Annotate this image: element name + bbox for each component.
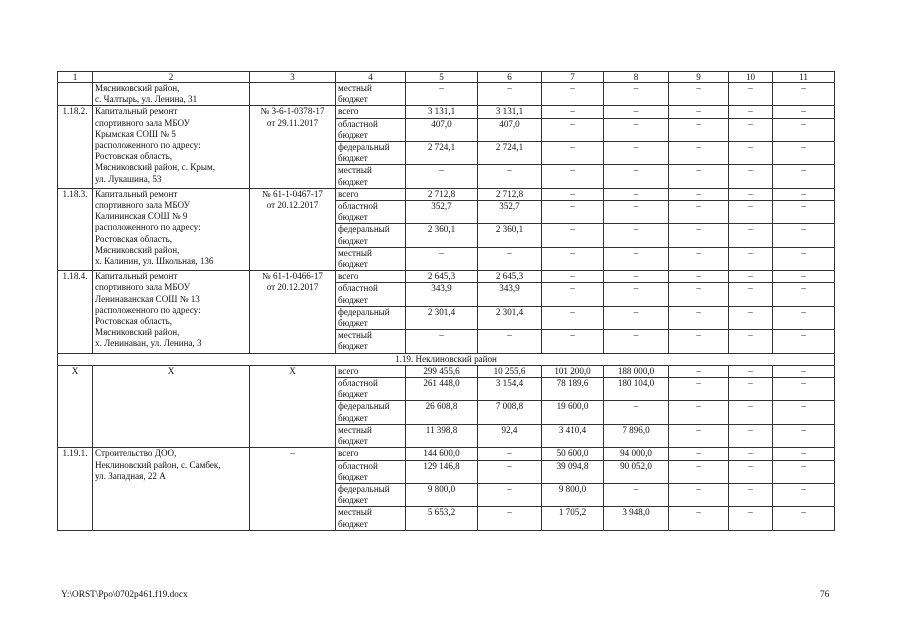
cell-line: ул. Лукашина, 53 [95, 173, 162, 184]
value-cell: – [542, 283, 604, 306]
cell-line: бюджет [338, 153, 368, 164]
cell-line: областной [338, 460, 378, 471]
value-cell: – [773, 365, 835, 377]
budget-type-cell [336, 448, 406, 460]
value-cell: – [604, 483, 669, 506]
value-cell: – [669, 83, 729, 106]
table-row [58, 448, 835, 460]
cell-line: спортивного зала МБОУ [95, 117, 191, 128]
cell-line: местный [338, 330, 372, 341]
value-cell: – [669, 118, 729, 141]
value-cell: 7 896,0 [604, 424, 669, 447]
column-number-row [58, 72, 835, 83]
cell-line: всего [338, 448, 359, 459]
object-cell [93, 448, 250, 530]
value-cell: 2 301,4 [406, 306, 478, 329]
value-cell: – [773, 247, 835, 270]
budget-type-cell [336, 306, 406, 329]
table-row [58, 365, 835, 377]
cell-line: местный [338, 247, 372, 258]
value-cell: – [669, 106, 729, 118]
cell-line: Ростовская область, [95, 151, 173, 162]
object-cell [93, 188, 250, 270]
value-cell: – [604, 188, 669, 200]
cell-line: Капитальный ремонт [95, 188, 178, 199]
value-cell: – [406, 83, 478, 106]
value-cell: – [669, 247, 729, 270]
value-cell: – [729, 483, 773, 506]
value-cell: – [729, 142, 773, 165]
value-cell: – [729, 448, 773, 460]
budget-table [57, 71, 835, 531]
value-cell: – [669, 306, 729, 329]
value-cell: 407,0 [478, 118, 542, 141]
cell-line: бюджет [338, 518, 368, 529]
value-cell: – [669, 460, 729, 483]
value-cell: 2 712,8 [478, 188, 542, 200]
value-cell: 343,9 [406, 283, 478, 306]
cell-line: Крымская СОШ № 5 [95, 128, 176, 139]
cell-line: всего [338, 365, 359, 376]
cell-line: Мясниковский район, [95, 327, 180, 338]
value-cell: 3 131,1 [406, 106, 478, 118]
value-cell: – [604, 118, 669, 141]
number-cell [58, 83, 93, 106]
value-cell: – [773, 401, 835, 424]
value-cell: – [604, 106, 669, 118]
object-cell [93, 271, 250, 353]
value-cell: – [542, 142, 604, 165]
cell-line: всего [338, 188, 359, 199]
item-number-cell: 1.18.2. [58, 106, 93, 188]
budget-type-cell [336, 401, 406, 424]
value-cell: – [669, 448, 729, 460]
value-cell: – [542, 83, 604, 106]
cell-line: бюджет [338, 212, 368, 223]
value-cell: – [478, 247, 542, 270]
budget-type-cell [336, 142, 406, 165]
value-cell: – [729, 378, 773, 401]
cell-line: № 3-6-1-0378-17 [260, 106, 325, 117]
cell-line: бюджет [338, 176, 368, 187]
budget-type-cell [336, 83, 406, 106]
value-cell: – [542, 306, 604, 329]
value-cell: – [773, 165, 835, 188]
budget-type-cell [336, 201, 406, 224]
table-row [58, 106, 835, 118]
value-cell: – [478, 330, 542, 353]
value-cell: 94 000,0 [604, 448, 669, 460]
value-cell: – [773, 306, 835, 329]
value-cell: – [729, 188, 773, 200]
value-cell: – [773, 201, 835, 224]
col-header: 4 [336, 72, 406, 83]
value-cell: – [669, 224, 729, 247]
footer-file-path: Y:\ORST\Ppo\0702p461.f19.docx [61, 590, 188, 600]
value-cell: – [542, 271, 604, 283]
budget-type-cell [336, 118, 406, 141]
item-number-cell: 1.18.3. [58, 188, 93, 270]
value-cell: – [542, 118, 604, 141]
cell-line: областной [338, 378, 378, 389]
value-cell: 2 645,3 [406, 271, 478, 283]
value-cell: – [669, 507, 729, 530]
cell-line: Капитальный ремонт [95, 271, 178, 282]
value-cell: – [729, 424, 773, 447]
section-row [58, 353, 835, 365]
cell-line: федеральный [338, 306, 390, 317]
value-cell: 180 104,0 [604, 378, 669, 401]
value-cell: – [729, 106, 773, 118]
value-cell: – [669, 378, 729, 401]
object-cell [93, 365, 250, 447]
cell-line: от 20.12.2017 [266, 282, 319, 293]
value-cell: 407,0 [406, 118, 478, 141]
value-cell: – [729, 283, 773, 306]
value-cell: 9 800,0 [406, 483, 478, 506]
budget-type-cell [336, 330, 406, 353]
value-cell: 39 094,8 [542, 460, 604, 483]
value-cell: – [604, 165, 669, 188]
value-cell: 92,4 [478, 424, 542, 447]
value-cell: – [669, 201, 729, 224]
value-cell: – [542, 106, 604, 118]
cell-line: Капитальный ремонт [95, 106, 178, 117]
value-cell: 2 724,1 [478, 142, 542, 165]
value-cell: – [773, 330, 835, 353]
cell-line: Калининская СОШ № 9 [95, 211, 188, 222]
value-cell: 7 008,8 [478, 401, 542, 424]
value-cell: – [773, 507, 835, 530]
value-cell: – [729, 201, 773, 224]
budget-type-cell [336, 283, 406, 306]
value-cell: – [729, 330, 773, 353]
footer-page-number: 76 [820, 590, 830, 600]
value-cell: – [729, 306, 773, 329]
value-cell: – [669, 283, 729, 306]
value-cell: – [669, 330, 729, 353]
value-cell: – [604, 401, 669, 424]
cell-line: от 29.11.2017 [266, 117, 319, 128]
cell-line: бюджет [338, 235, 368, 246]
cell-line: бюджет [338, 318, 368, 329]
col-header: 6 [478, 72, 542, 83]
cell-line: бюджет [338, 495, 368, 506]
col-header: 10 [729, 72, 773, 83]
value-cell: 2 360,1 [478, 224, 542, 247]
value-cell: – [478, 448, 542, 460]
cell-line: – [290, 448, 295, 459]
cell-line: спортивного зала МБОУ [95, 200, 191, 211]
value-cell: 129 146,8 [406, 460, 478, 483]
document-cell [250, 83, 336, 106]
cell-line: бюджет [338, 389, 368, 400]
cell-line: Мясниковский район, [95, 244, 180, 255]
cell-line: Мясниковский район, с. Крым, [95, 162, 215, 173]
value-cell: – [669, 424, 729, 447]
value-cell: – [604, 330, 669, 353]
value-cell: – [773, 271, 835, 283]
cell-line: всего [338, 271, 359, 282]
value-cell: – [773, 188, 835, 200]
value-cell: – [729, 247, 773, 270]
cell-line: Ростовская область, [95, 316, 173, 327]
document-cell [250, 106, 336, 188]
value-cell: – [729, 118, 773, 141]
col-header: 3 [250, 72, 336, 83]
value-cell: – [542, 188, 604, 200]
value-cell: – [406, 330, 478, 353]
value-cell: – [604, 201, 669, 224]
budget-type-cell [336, 365, 406, 377]
cell-line: бюджет [338, 259, 368, 270]
col-header: 11 [773, 72, 835, 83]
cell-line: расположенного по адресу: [95, 304, 201, 315]
value-cell: – [773, 424, 835, 447]
table-row [58, 83, 835, 106]
cell-line: Х [289, 365, 296, 376]
budget-type-cell [336, 483, 406, 506]
value-cell: 188 000,0 [604, 365, 669, 377]
item-number-cell: 1.18.4. [58, 271, 93, 353]
value-cell: – [729, 401, 773, 424]
document-cell [250, 271, 336, 353]
value-cell: – [542, 201, 604, 224]
value-cell: – [729, 460, 773, 483]
value-cell: 2 645,3 [478, 271, 542, 283]
cell-line: Строительство ДОО, [95, 448, 177, 459]
cell-line: местный [338, 424, 372, 435]
value-cell: – [669, 401, 729, 424]
value-cell: 26 608,8 [406, 401, 478, 424]
budget-type-cell [336, 165, 406, 188]
value-cell: – [542, 224, 604, 247]
value-cell: – [773, 448, 835, 460]
value-cell: – [729, 507, 773, 530]
cell-line: бюджет [338, 129, 368, 140]
value-cell: – [669, 483, 729, 506]
value-cell: – [773, 118, 835, 141]
value-cell: – [604, 283, 669, 306]
cell-line: областной [338, 283, 378, 294]
col-header: 2 [93, 72, 250, 83]
cell-line: ул. Западная, 22 А [95, 470, 166, 481]
cell-line: Мясниковский район, [95, 83, 180, 93]
cell-line: федеральный [338, 224, 390, 235]
value-cell: 50 600,0 [542, 448, 604, 460]
value-cell: – [773, 483, 835, 506]
cell-line: Неклиновский район, с. Самбек, [95, 459, 221, 470]
document-cell [250, 188, 336, 270]
value-cell: – [478, 83, 542, 106]
value-cell: – [729, 365, 773, 377]
value-cell: – [542, 165, 604, 188]
value-cell: – [729, 165, 773, 188]
value-cell: – [773, 106, 835, 118]
budget-type-cell [336, 247, 406, 270]
value-cell: – [773, 224, 835, 247]
cell-line: № 61-1-0466-17 [262, 271, 323, 282]
col-header: 5 [406, 72, 478, 83]
value-cell: – [669, 365, 729, 377]
cell-line: бюджет [338, 436, 368, 447]
col-header: 1 [58, 72, 93, 83]
cell-line: бюджет [338, 341, 368, 352]
value-cell: 3 948,0 [604, 507, 669, 530]
cell-line: расположенного по адресу: [95, 140, 201, 151]
value-cell: 2 724,1 [406, 142, 478, 165]
value-cell: – [478, 460, 542, 483]
value-cell: 2 301,4 [478, 306, 542, 329]
budget-type-cell [336, 378, 406, 401]
value-cell: – [406, 247, 478, 270]
value-cell: – [773, 460, 835, 483]
value-cell: – [604, 83, 669, 106]
value-cell: – [604, 271, 669, 283]
value-cell: – [406, 165, 478, 188]
cell-line: местный [338, 83, 372, 93]
budget-type-cell [336, 224, 406, 247]
col-header: 8 [604, 72, 669, 83]
value-cell: – [773, 142, 835, 165]
value-cell: – [542, 247, 604, 270]
cell-line: № 61-1-0467-17 [262, 188, 323, 199]
cell-line: спортивного зала МБОУ [95, 282, 191, 293]
value-cell: – [542, 330, 604, 353]
value-cell: – [773, 83, 835, 106]
cell-line: бюджет [338, 294, 368, 305]
cell-line: областной [338, 118, 378, 129]
col-header: 7 [542, 72, 604, 83]
cell-line: х. Ленинаван, ул. Ленина, 3 [95, 338, 202, 349]
value-cell: – [669, 188, 729, 200]
item-number-cell: Х [58, 365, 93, 447]
cell-line: Ленинаванская СОШ № 13 [95, 293, 200, 304]
value-cell: 3 410,4 [542, 424, 604, 447]
document-cell [250, 448, 336, 530]
value-cell: 2 360,1 [406, 224, 478, 247]
value-cell: – [773, 378, 835, 401]
budget-type-cell [336, 460, 406, 483]
value-cell: – [773, 283, 835, 306]
value-cell: – [669, 165, 729, 188]
value-cell: 90 052,0 [604, 460, 669, 483]
object-cell [93, 83, 250, 106]
cell-line: бюджет [338, 94, 368, 105]
budget-type-cell [336, 188, 406, 200]
table-row [58, 188, 835, 200]
cell-line: от 20.12.2017 [266, 200, 319, 211]
cell-line: Х [167, 365, 175, 376]
value-cell: 3 154,4 [478, 378, 542, 401]
value-cell: 2 712,8 [406, 188, 478, 200]
value-cell: – [478, 165, 542, 188]
value-cell: 144 600,0 [406, 448, 478, 460]
budget-type-cell [336, 507, 406, 530]
budget-type-cell [336, 424, 406, 447]
cell-line: бюджет [338, 412, 368, 423]
value-cell: 78 189,6 [542, 378, 604, 401]
table-body [58, 72, 835, 531]
value-cell: – [604, 224, 669, 247]
value-cell: 261 448,0 [406, 378, 478, 401]
value-cell: 19 600,0 [542, 401, 604, 424]
cell-line: всего [338, 106, 359, 117]
col-header: 9 [669, 72, 729, 83]
cell-line: Ростовская область, [95, 233, 173, 244]
value-cell: – [729, 83, 773, 106]
item-number-cell: 1.19.1. [58, 448, 93, 530]
value-cell: 101 200,0 [542, 365, 604, 377]
document-cell [250, 365, 336, 447]
cell-line: федеральный [338, 142, 390, 153]
cell-line: х. Калинин, ул. Школьная, 136 [95, 256, 214, 267]
value-cell: 1 705,2 [542, 507, 604, 530]
value-cell: – [604, 142, 669, 165]
value-cell: – [478, 483, 542, 506]
cell-line: с. Чалтырь, ул. Ленина, 31 [95, 94, 198, 105]
section-title: 1.19. Неклиновский район [58, 353, 835, 365]
table-row [58, 271, 835, 283]
value-cell: – [729, 271, 773, 283]
value-cell: – [604, 306, 669, 329]
value-cell: 5 653,2 [406, 507, 478, 530]
value-cell: – [478, 507, 542, 530]
budget-type-cell [336, 106, 406, 118]
value-cell: 352,7 [406, 201, 478, 224]
value-cell: 9 800,0 [542, 483, 604, 506]
cell-line: областной [338, 201, 378, 212]
cell-line: федеральный [338, 483, 390, 494]
value-cell: – [669, 271, 729, 283]
cell-line: бюджет [338, 471, 368, 482]
budget-type-cell [336, 271, 406, 283]
cell-line: местный [338, 165, 372, 176]
cell-line: расположенного по адресу: [95, 222, 201, 233]
value-cell: – [729, 224, 773, 247]
cell-line: местный [338, 507, 372, 518]
value-cell: – [604, 247, 669, 270]
value-cell: 343,9 [478, 283, 542, 306]
object-cell [93, 106, 250, 188]
cell-line: федеральный [338, 401, 390, 412]
value-cell: – [669, 142, 729, 165]
value-cell: 11 398,8 [406, 424, 478, 447]
value-cell: 352,7 [478, 201, 542, 224]
value-cell: 3 131,1 [478, 106, 542, 118]
value-cell: 299 455,6 [406, 365, 478, 377]
value-cell: 10 255,6 [478, 365, 542, 377]
